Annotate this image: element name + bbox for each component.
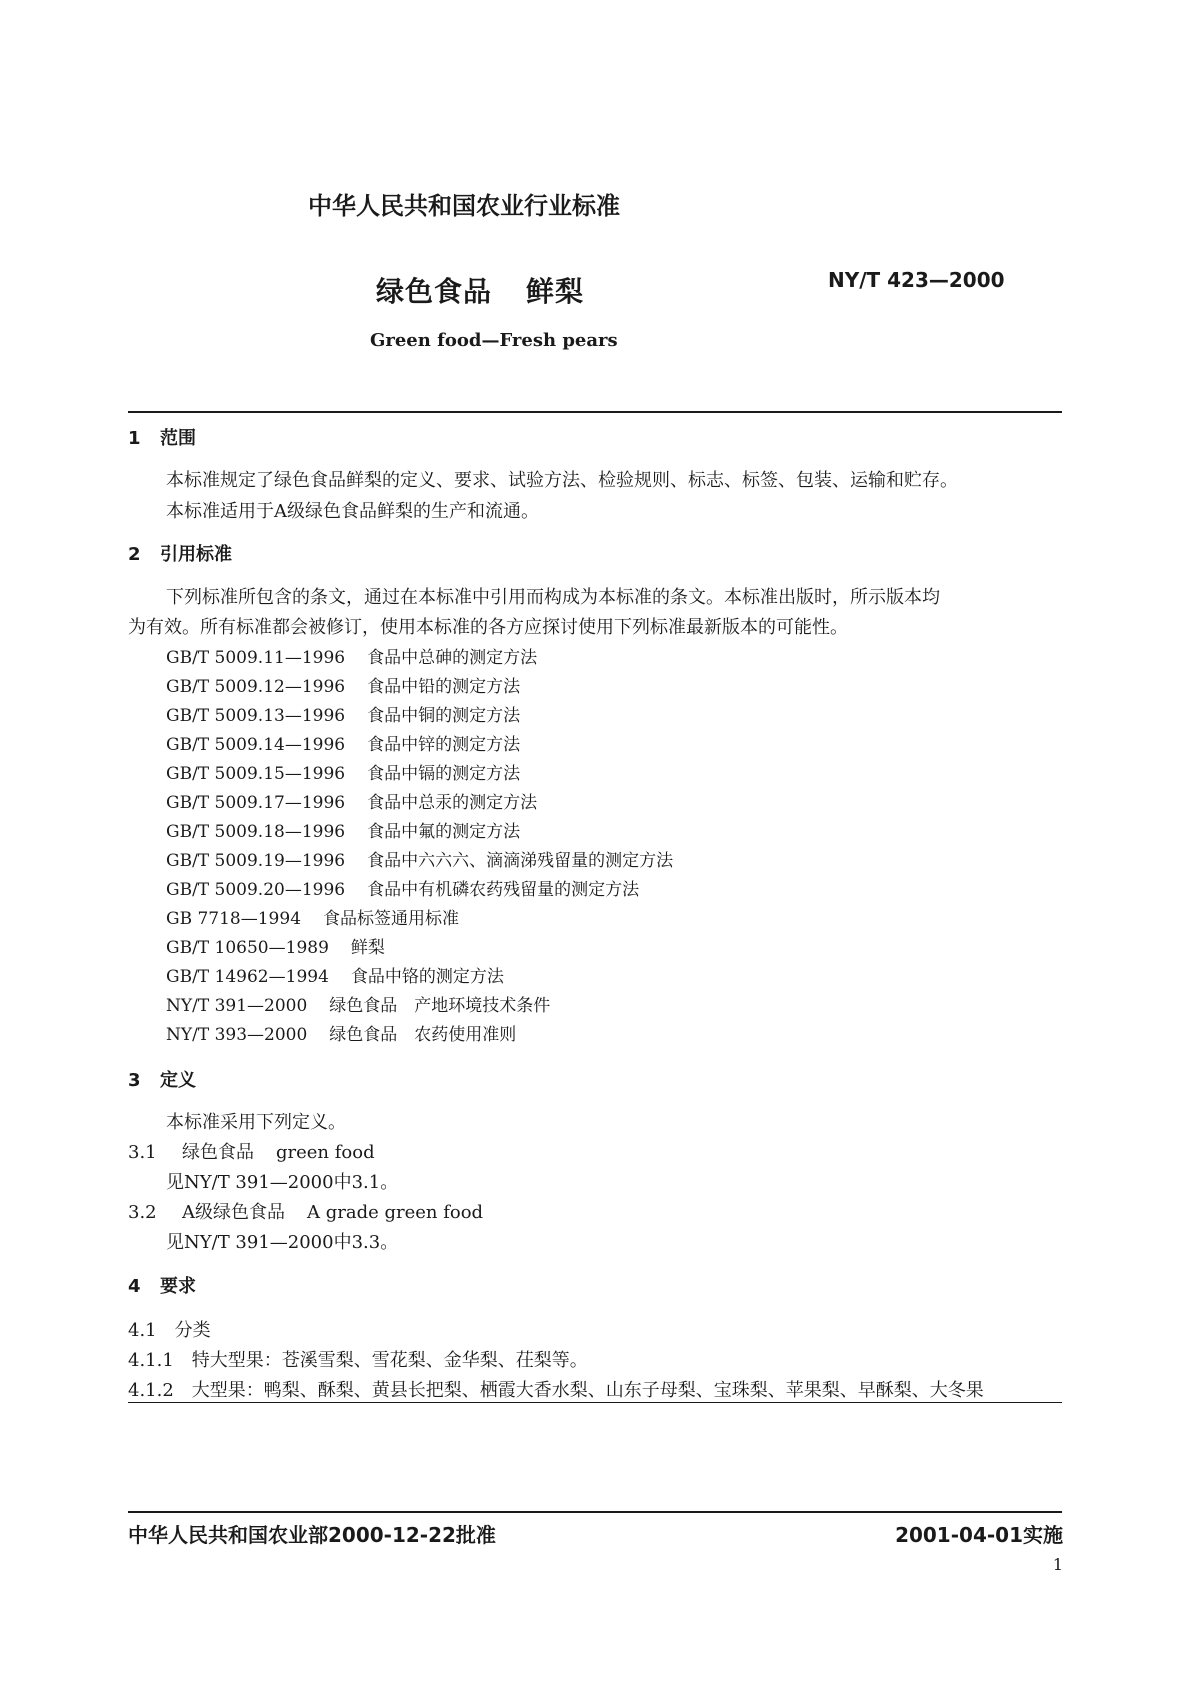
reference-item: GB/T 5009.17—1996 食品中总汞的测定方法 xyxy=(166,793,538,813)
footer-divider xyxy=(128,1511,1062,1513)
issuing-authority: 中华人民共和国农业行业标准 xyxy=(308,192,620,220)
english-title: Green food—Fresh pears xyxy=(370,330,618,351)
reference-item: GB/T 5009.15—1996 食品中镉的测定方法 xyxy=(166,764,521,784)
section-title: 要求 xyxy=(160,1276,196,1297)
section-num: 1 xyxy=(128,428,141,449)
reference-item: GB/T 5009.18—1996 食品中氟的测定方法 xyxy=(166,822,521,842)
reference-item: NY/T 391—2000 绿色食品 产地环境技术条件 xyxy=(166,996,551,1016)
document-title xyxy=(376,270,584,310)
section-2-intro-line-1: 下列标准所包含的条文，通过在本标准中引用而构成为本标准的条文。本标准出版时，所示版本均 xyxy=(166,587,940,608)
definition-3-2-term: 3.2 A级绿色食品 A grade green food xyxy=(128,1202,484,1223)
section-2-intro-line-2: 为有效。所有标准都会被修订，使用本标准的各方应探讨使用下列标准最新版本的可能性。 xyxy=(128,617,848,638)
section-title: 定义 xyxy=(160,1070,196,1091)
subsection-4-1: 4.1 分类 xyxy=(128,1320,211,1341)
section-title: 范围 xyxy=(160,428,196,449)
reference-item: NY/T 393—2000 绿色食品 农药使用准则 xyxy=(166,1025,517,1045)
section-num: 2 xyxy=(128,544,141,565)
header-divider xyxy=(128,411,1062,413)
definition-3-1-term: 3.1 绿色食品 green food xyxy=(128,1142,375,1163)
page-number: 1 xyxy=(1052,1555,1063,1574)
reference-item: GB/T 5009.19—1996 食品中六六六、滴滴涕残留量的测定方法 xyxy=(166,851,674,871)
section-1-heading xyxy=(128,424,196,450)
reference-item: GB/T 10650—1989 鲜梨 xyxy=(166,938,385,958)
definition-3-2-reference: 见NY/T 391—2000中3.3。 xyxy=(166,1232,399,1253)
reference-item: GB/T 5009.20—1996 食品中有机磷农药残留量的测定方法 xyxy=(166,880,640,900)
section-num: 3 xyxy=(128,1070,141,1091)
title-part-2: 鲜梨 xyxy=(526,275,585,308)
reference-item: GB/T 5009.13—1996 食品中铜的测定方法 xyxy=(166,706,521,726)
section-3-intro: 本标准采用下列定义。 xyxy=(166,1112,346,1133)
section-num: 4 xyxy=(128,1276,141,1297)
subsection-4-1-2: 4.1.2 大型果：鸭梨、酥梨、黄县长把梨、栖霞大香水梨、山东子母梨、宝珠梨、苹果梨、早酥梨、大冬果 xyxy=(128,1376,1062,1403)
reference-item: GB/T 14962—1994 食品中铬的测定方法 xyxy=(166,967,504,987)
definition-3-1-reference: 见NY/T 391—2000中3.1。 xyxy=(166,1172,399,1193)
section-1-paragraph-2: 本标准适用于A级绿色食品鲜梨的生产和流通。 xyxy=(166,501,539,522)
reference-item: GB/T 5009.11—1996 食品中总砷的测定方法 xyxy=(166,648,538,668)
section-title: 引用标准 xyxy=(160,544,232,565)
section-3-heading xyxy=(128,1066,196,1092)
implementation-date: 2001-04-01实施 xyxy=(895,1523,1063,1547)
subsection-4-1-1: 4.1.1 特大型果：苍溪雪梨、雪花梨、金华梨、茌梨等。 xyxy=(128,1350,588,1371)
section-2-heading xyxy=(128,540,232,566)
reference-item: GB 7718—1994 食品标签通用标准 xyxy=(166,909,460,929)
section-4-heading xyxy=(128,1272,196,1298)
reference-item: GB/T 5009.14—1996 食品中锌的测定方法 xyxy=(166,735,521,755)
section-1-paragraph-1: 本标准规定了绿色食品鲜梨的定义、要求、试验方法、检验规则、标志、标签、包装、运输和贮存。 xyxy=(166,470,958,491)
title-part-1: 绿色食品 xyxy=(376,275,493,308)
approval-date: 中华人民共和国农业部2000-12-22批准 xyxy=(128,1523,496,1547)
standard-number: NY/T 423—2000 xyxy=(828,268,1005,292)
reference-item: GB/T 5009.12—1996 食品中铅的测定方法 xyxy=(166,677,521,697)
